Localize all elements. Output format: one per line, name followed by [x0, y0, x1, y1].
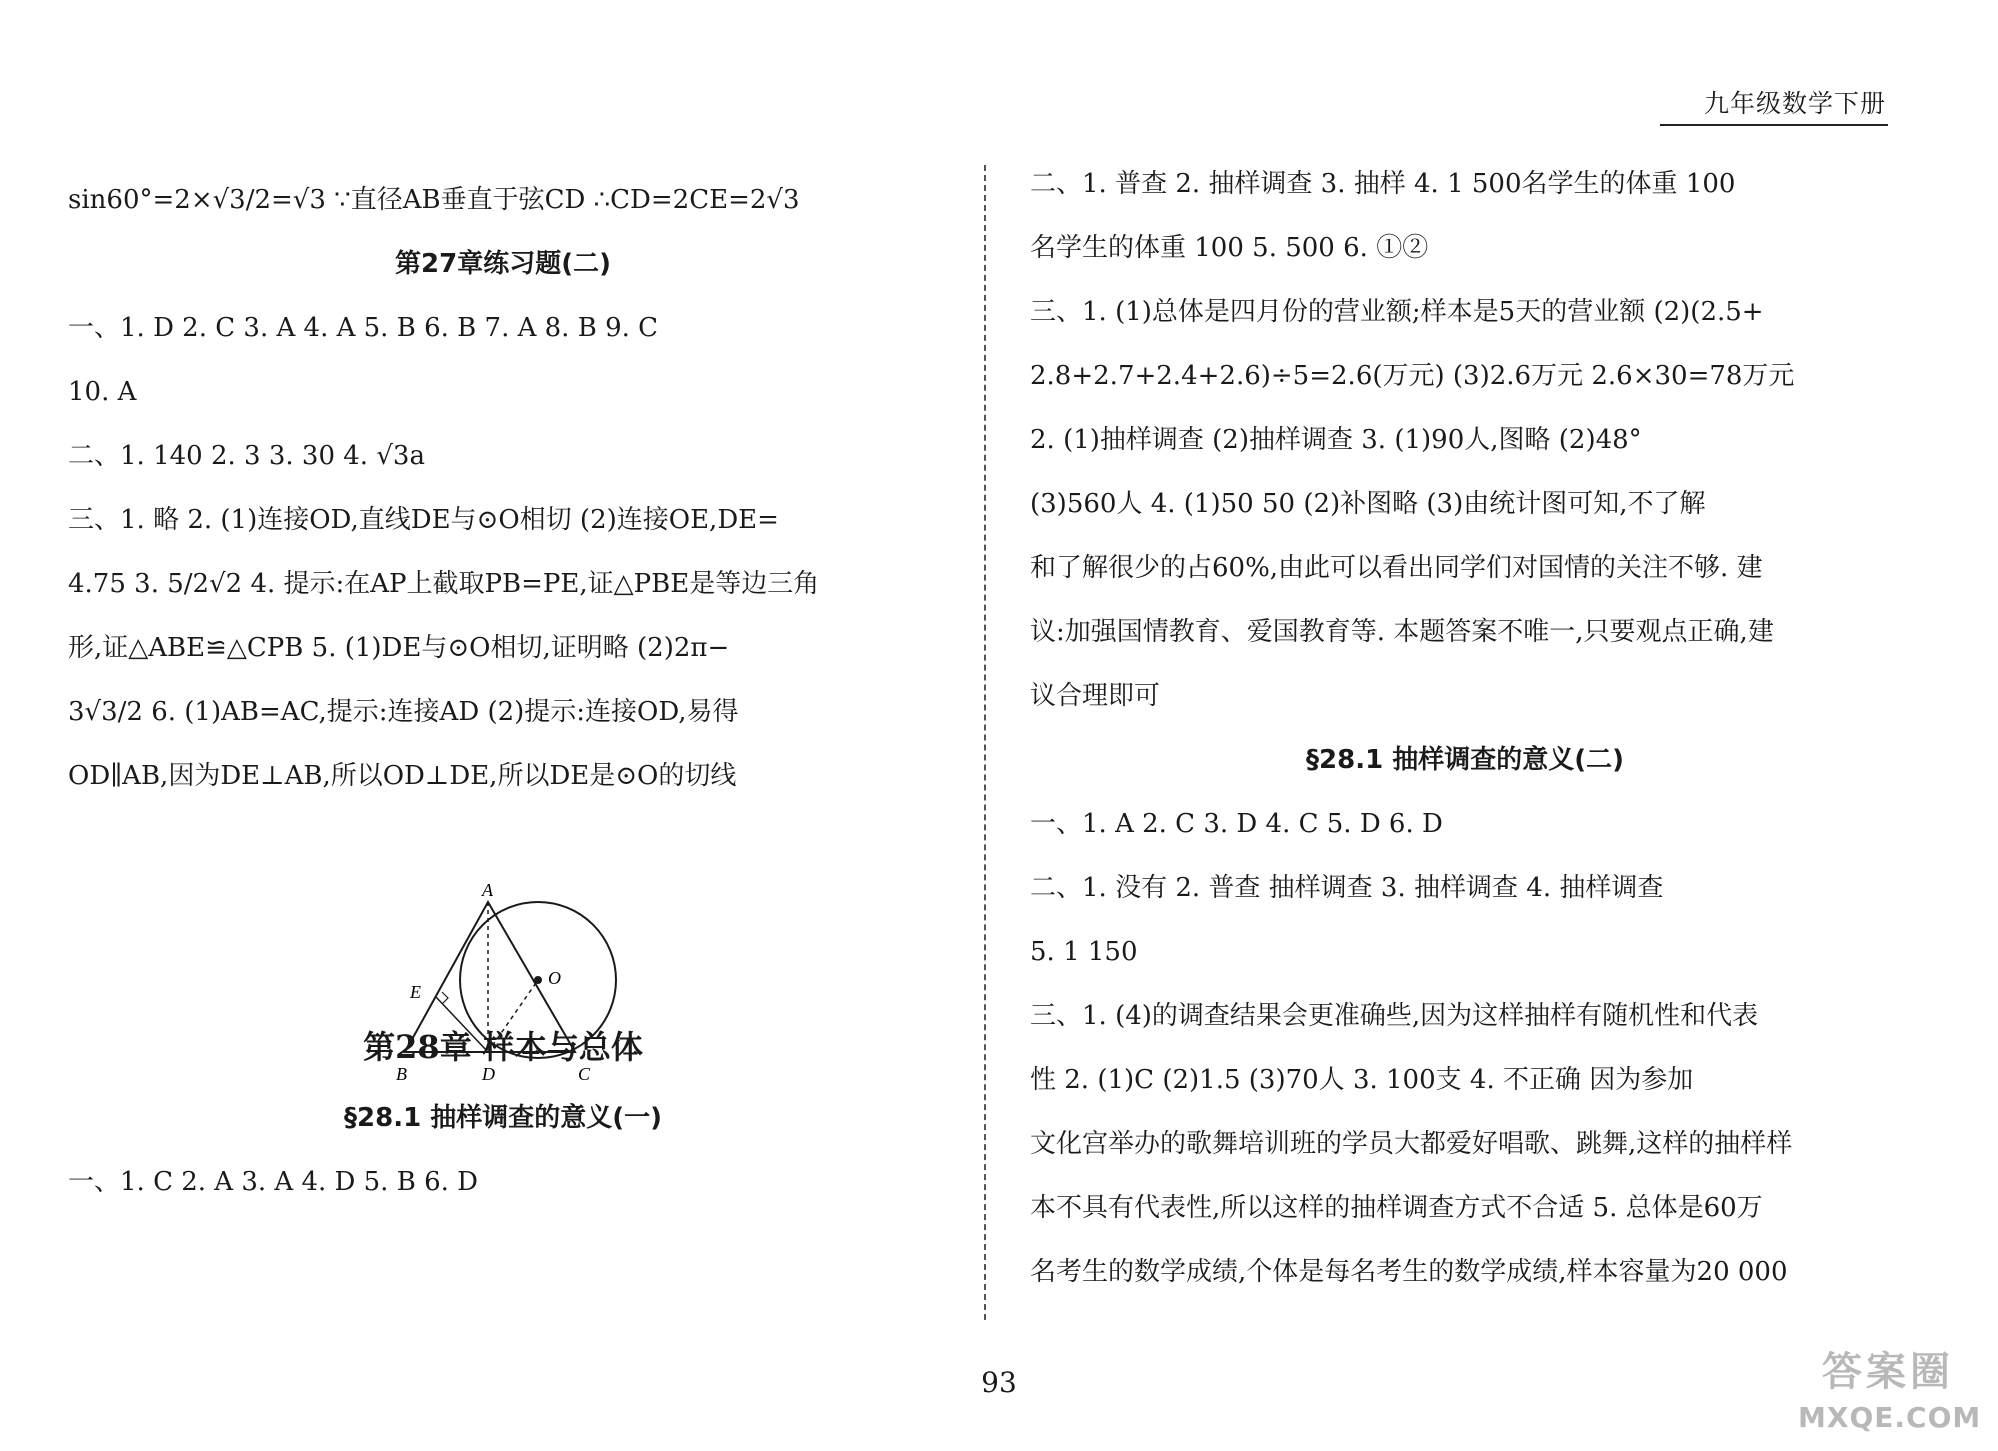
- subsection-heading-28-1: §28.1 抽样调查的意义(一): [344, 1103, 662, 1133]
- section-heading-28-1-2: §28.1 抽样调查的意义(二): [1306, 745, 1624, 775]
- header-rule: [1660, 124, 1888, 126]
- answer-line: 三、1. 略 2. (1)连接OD,直线DE与⊙O相切 (2)连接OE,DE=: [68, 505, 779, 535]
- answer-line: 三、1. (1)总体是四月份的营业额;样本是5天的营业额 (2)(2.5+: [1030, 297, 1764, 327]
- answer-line: 和了解很少的占60%,由此可以看出同学们对国情的关注不够. 建: [1030, 553, 1763, 583]
- answer-line: 形,证△ABE≌△CPB 5. (1)DE与⊙O相切,证明略 (2)2π−: [68, 633, 730, 663]
- answer-line: 4.75 3. 5/2√2 4. 提示:在AP上截取PB=PE,证△PBE是等边三角: [68, 569, 820, 599]
- answer-line: 名学生的体重 100 5. 500 6. ①②: [1030, 233, 1429, 263]
- label-b: B: [396, 1064, 407, 1084]
- answer-line: 2.8+2.7+2.4+2.6)÷5=2.6(万元) (3)2.6万元 2.6×30=78万元: [1030, 361, 1795, 391]
- label-a: A: [482, 880, 493, 900]
- circle-triangle-diagram: [380, 880, 660, 1100]
- answer-line: 议合理即可: [1030, 681, 1161, 711]
- watermark-url: MXQE.COM: [1798, 1401, 1982, 1434]
- label-e: E: [410, 982, 421, 1002]
- column-divider: [984, 165, 986, 1320]
- right-column: [1030, 152, 1900, 1304]
- answer-line: 3√3/2 6. (1)AB=AC,提示:连接AD (2)提示:连接OD,易得: [68, 697, 739, 727]
- answer-line: 名考生的数学成绩,个体是每名考生的数学成绩,样本容量为20 000: [1030, 1257, 1788, 1287]
- formula-line: sin60°=2×√3/2=√3 ∵直径AB垂直于弦CD ∴CD=2CE=2√3: [68, 185, 800, 215]
- chapter-title: 第28章 样本与总体: [363, 1028, 643, 1066]
- answer-line: 议:加强国情教育、爱国教育等. 本题答案不唯一,只要观点正确,建: [1030, 617, 1774, 647]
- answer-line: 二、1. 没有 2. 普查 抽样调查 3. 抽样调查 4. 抽样调查: [1030, 873, 1664, 903]
- answer-line: 三、1. (4)的调查结果会更准确些,因为这样抽样有随机性和代表: [1030, 1001, 1759, 1031]
- watermark-seal: 答案圈: [1822, 1349, 1954, 1395]
- page-number: 93: [981, 1366, 1017, 1399]
- watermark: [1798, 1343, 1982, 1443]
- label-c: C: [578, 1064, 591, 1084]
- answer-line: 本不具有代表性,所以这样的抽样调查方式不合适 5. 总体是60万: [1030, 1193, 1763, 1223]
- answer-line: 二、1. 普查 2. 抽样调查 3. 抽样 4. 1 500名学生的体重 100: [1030, 169, 1736, 199]
- answer-line: (3)560人 4. (1)50 50 (2)补图略 (3)由统计图可知,不了解: [1030, 489, 1706, 519]
- page-header: 九年级数学下册: [1703, 89, 1886, 118]
- answer-line: 一、1. D 2. C 3. A 4. A 5. B 6. B 7. A 8. B 9. C: [68, 313, 659, 343]
- answer-line: 一、1. C 2. A 3. A 4. D 5. B 6. D: [68, 1167, 478, 1197]
- label-o: O: [548, 968, 561, 988]
- answer-line: OD∥AB,因为DE⊥AB,所以OD⊥DE,所以DE是⊙O的切线: [68, 761, 737, 791]
- geometry-figure: [380, 880, 660, 1100]
- section-heading-27: 第27章练习题(二): [395, 249, 611, 279]
- answer-line: 10. A: [68, 377, 137, 407]
- answer-line: 二、1. 140 2. 3 3. 30 4. √3a: [68, 441, 425, 471]
- answer-line: 一、1. A 2. C 3. D 4. C 5. D 6. D: [1030, 809, 1443, 839]
- label-d: D: [482, 1064, 495, 1084]
- answer-line: 5. 1 150: [1030, 937, 1138, 967]
- answer-line: 性 2. (1)C (2)1.5 (3)70人 3. 100支 4. 不正确 因为参加: [1030, 1065, 1694, 1095]
- answer-line: 文化宫举办的歌舞培训班的学员大都爱好唱歌、跳舞,这样的抽样样: [1030, 1129, 1793, 1159]
- answer-line: 2. (1)抽样调查 (2)抽样调查 3. (1)90人,图略 (2)48°: [1030, 425, 1642, 455]
